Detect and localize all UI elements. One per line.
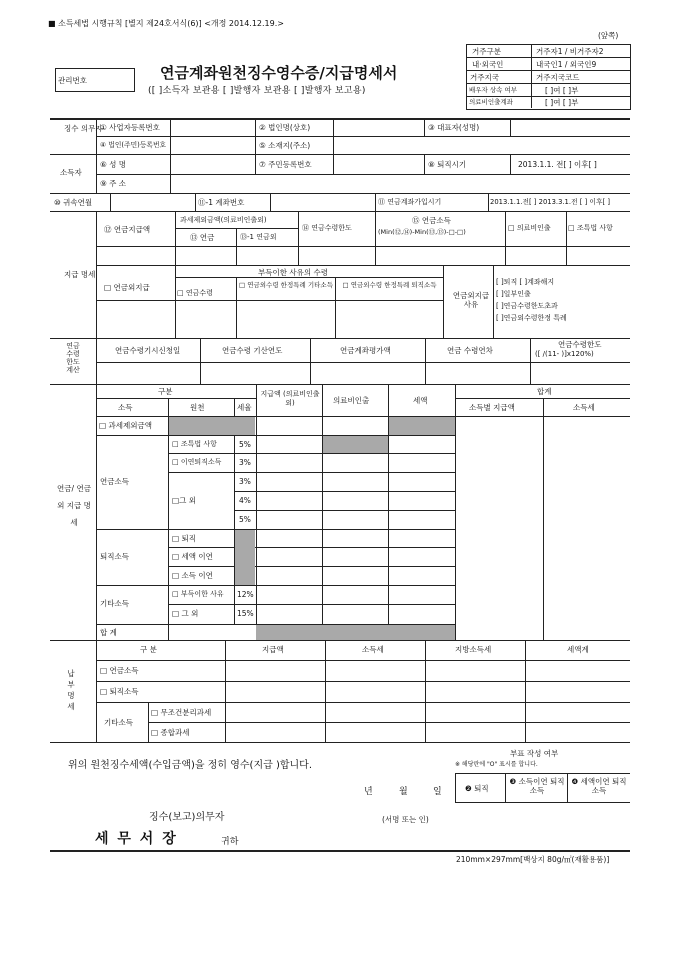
excluded-gray-cell [169,417,255,435]
rate-value-1: 5% [239,440,251,449]
page-side-label: (앞쪽) [598,31,619,40]
limit-calc-col-1: 연금수령기시신청일 [115,346,181,355]
attribution-year-label: ⑩ 귀속연월 [54,198,93,207]
paper-spec: 210mm×297mm[백상지 80g/㎡(재활용품)] [456,855,610,864]
deferred-row-checkbox[interactable]: □ 이연퇴직소득 [172,458,222,466]
special-other-checkbox[interactable]: □ 연금외수령 한정특례 기타소득 [239,281,333,289]
paid-group-header: 구 분 [140,645,157,654]
special-checkbox[interactable]: □ 조특법 사항 [568,224,613,232]
medical-checkbox[interactable]: □ 의료비인출 [508,224,551,232]
other2-row-checkbox[interactable]: □ 그 외 [172,609,199,618]
special-medical-gray-cell [323,436,388,453]
residency-label-4: 의료비인출계좌 [469,98,513,106]
rate-value-2: 3% [239,458,251,467]
document-title: 연금계좌원천징수영수증/지급명세서 [160,64,398,82]
limit-calc-col-2: 연금수령 기산연도 [222,346,283,355]
non-pension-reason-label: 연금외지급 사유 [452,291,490,309]
account-no-label: ⑪-1 계좌번호 [198,198,245,207]
signature-label: (서명 또는 인) [382,815,429,824]
withholder-sign-label: 징수(보고)의무자 [149,812,225,823]
addressee-suffix: 귀하 [221,837,239,847]
residency-value-0[interactable]: 거주자1 / 비거주자2 [536,47,604,56]
paid-pension-income-checkbox[interactable]: □ 연금소득 [100,666,139,675]
pension-income-formula: (Min(⑫,⑭)-Min(⑬,⑬)-□-□) [378,228,466,236]
reason-option-2[interactable]: [ ]일부인출 [496,290,531,298]
rate-value-7: 15% [237,609,254,618]
account-join-date-label: ⑪ 연금계좌가입시기 [378,198,442,206]
attachment-tax-deferred[interactable]: ❹ 세액이연 퇴직소득 [571,777,627,795]
tax-deferred-row-checkbox[interactable]: □ 세액 이연 [172,552,213,561]
paid-tax-total-header: 세액계 [567,645,589,654]
detail-section-label: 연금/ 연금 외 지급 명세 [57,484,91,527]
paid-other-income-label: 기타소득 [104,718,133,727]
limit-calc-col-3: 연금계좌평가액 [340,346,391,355]
corp-name-label: ② 법인명(상호) [259,123,311,132]
date-month: 월 [399,787,408,797]
detail-income-header: 소득 [118,403,133,412]
rate-value-6: 12% [237,590,254,599]
residency-value-2[interactable]: 거주지국코드 [536,73,580,82]
pension-income-label: ⑮ 연금소득 [412,216,451,225]
special-retire-checkbox[interactable]: □ 연금외수령 한정특례 퇴직소득 [342,281,437,289]
other-income-row-label: 기타소득 [100,599,129,608]
earner-retire-date-label: ⑧ 퇴직시기 [428,160,467,169]
excluded-checkbox[interactable]: □ 과세제외금액 [99,421,152,430]
detail-medical-header: 의료비인출 [333,396,370,405]
unavoidable-header: 부득이한 사유의 수령 [258,268,328,277]
detail-source-header: 원천 [190,403,205,412]
paid-income-tax-header: 소득세 [362,645,384,654]
residency-label-1: 내·외국인 [472,60,504,69]
limit-calc-col-4: 연금 수령연차 [447,346,493,355]
receipt-statement: 위의 원천징수세액(수입금액)을 정히 영수(지급 )합니다. [68,760,313,771]
pension-other-label: ⑬-1 연금외 [240,233,277,241]
rate-value-3: 3% [239,477,251,486]
document-subtitle: ([ ]소득자 보관용 [ ]발행자 보관용 [ ]발행자 보고용) [148,86,366,96]
detail-tax-header: 세액 [413,396,428,405]
earner-resident-no-label: ⑦ 주민등록번호 [259,160,312,169]
residency-value-4[interactable]: [ ]여 [ ]부 [545,98,579,107]
rate-value-5: 5% [239,515,251,524]
retire-rate-gray-cell [235,530,255,585]
residency-label-3: 배우자 상속 여부 [469,86,518,94]
biz-no-label: ① 사업자등록번호 [100,123,160,132]
tax-free-header: 과세제외금액(의료비인출외) [180,216,267,224]
excluded-tax-gray-cell [389,417,455,435]
earner-retire-date-value[interactable]: 2013.1.1. 전[ ] 이후[ ] [518,160,597,169]
pension-income-row-label: 연금소득 [100,477,129,486]
paid-retire-income-checkbox[interactable]: □ 퇴직소득 [100,687,139,696]
residency-label-2: 거주지국 [470,73,499,82]
payment-section-label: 지급 명세 [64,270,96,279]
corp-reg-no-label: ④ 법인(주민)등록번호 [100,141,167,149]
earner-address-label: ⑨ 주 소 [100,179,126,188]
pension-limit-label: ⑭ 연금수령한도 [302,224,352,232]
retire-income-row-label: 퇴직소득 [100,552,129,561]
unavoidable-row-checkbox[interactable]: □ 부득이한 사유 [172,590,224,598]
paid-payment-header: 지급액 [262,645,284,654]
attachment-retire[interactable]: ❷ 퇴직 [465,784,489,793]
non-pension-checkbox[interactable]: □ 연금외지급 [104,283,150,292]
pension-receipt-checkbox[interactable]: □ 연금수령 [177,289,213,297]
sum-row-label: 합 계 [100,628,117,637]
earner-section-label: 소득자 [60,168,82,177]
attachment-retire-deferred[interactable]: ❸ 소득이연 퇴직소득 [509,777,565,795]
account-join-date-value[interactable]: 2013.1.1.전[ ] 2013.3.1.전 [ ] 이후[ ] [490,198,610,206]
detail-total-header: 합계 [537,387,552,396]
rep-name-label: ③ 대표자(성명) [428,123,480,132]
residency-value-1[interactable]: 내국인1 / 외국인9 [536,60,597,69]
detail-income-payment-header: 소득별 지급액 [469,403,515,412]
paid-separate-checkbox[interactable]: □ 무조건분리과세 [151,708,212,717]
earner-name-label: ⑥ 성 명 [100,160,126,169]
retire-row-checkbox[interactable]: □ 퇴직 [172,534,196,543]
residency-value-3[interactable]: [ ]여 [ ]부 [545,86,579,95]
pension-label: ⑬ 연금 [190,233,215,242]
detail-rate-header: 세율 [237,403,252,412]
limit-calc-section-label: 연금 수령 한도 계산 [66,342,80,374]
other-row-checkbox[interactable]: □그 외 [172,496,196,505]
reason-option-4[interactable]: [ ]연금외수령한정 특례 [496,314,567,322]
attachment-note: ※ 해당란에 "O" 표시를 합니다. [455,761,538,768]
residency-label-0: 거주구분 [472,47,501,56]
date-year: 년 [364,787,373,797]
limit-calc-col-5: 연금수령한도 [558,340,602,349]
address-label: ⑤ 소재지(주소) [259,141,311,150]
pension-payment-label: ⑫ 연금지급액 [104,225,151,234]
attachment-label: 부표 작성 여부 [510,749,559,758]
tax-office-chief: 세 무 서 장 [95,831,178,847]
paid-section-label: 납부 명세 [67,669,75,711]
rate-value-4: 4% [239,496,251,505]
limit-calc-formula: ([ /(11- )]x120%) [535,350,594,358]
management-number-label: 관리번호 [58,76,87,85]
date-day: 일 [433,787,442,797]
detail-group-header: 구분 [158,387,173,396]
income-deferred-row-checkbox[interactable]: □ 소득 이연 [172,571,213,580]
special-row-checkbox[interactable]: □ 조특법 사항 [172,440,217,448]
paid-local-tax-header: 지방소득세 [455,645,492,654]
sum-gray-cell [256,625,455,640]
withholder-section-label: 징수 의무자 [64,124,103,133]
reason-option-1[interactable]: [ ]퇴직 [ ]계좌해지 [496,278,555,286]
reason-option-3[interactable]: [ ]연금수령한도초과 [496,302,558,310]
detail-income-tax-header: 소득세 [573,403,595,412]
regulation-text: ■ 소득세법 시행규칙 [별지 제24호서식(6)] <개정 2014.12.19.> [48,19,284,28]
paid-combined-checkbox[interactable]: □ 종합과세 [151,728,190,737]
detail-payment-header: 지급액 (의료비인출 외) [260,390,320,407]
